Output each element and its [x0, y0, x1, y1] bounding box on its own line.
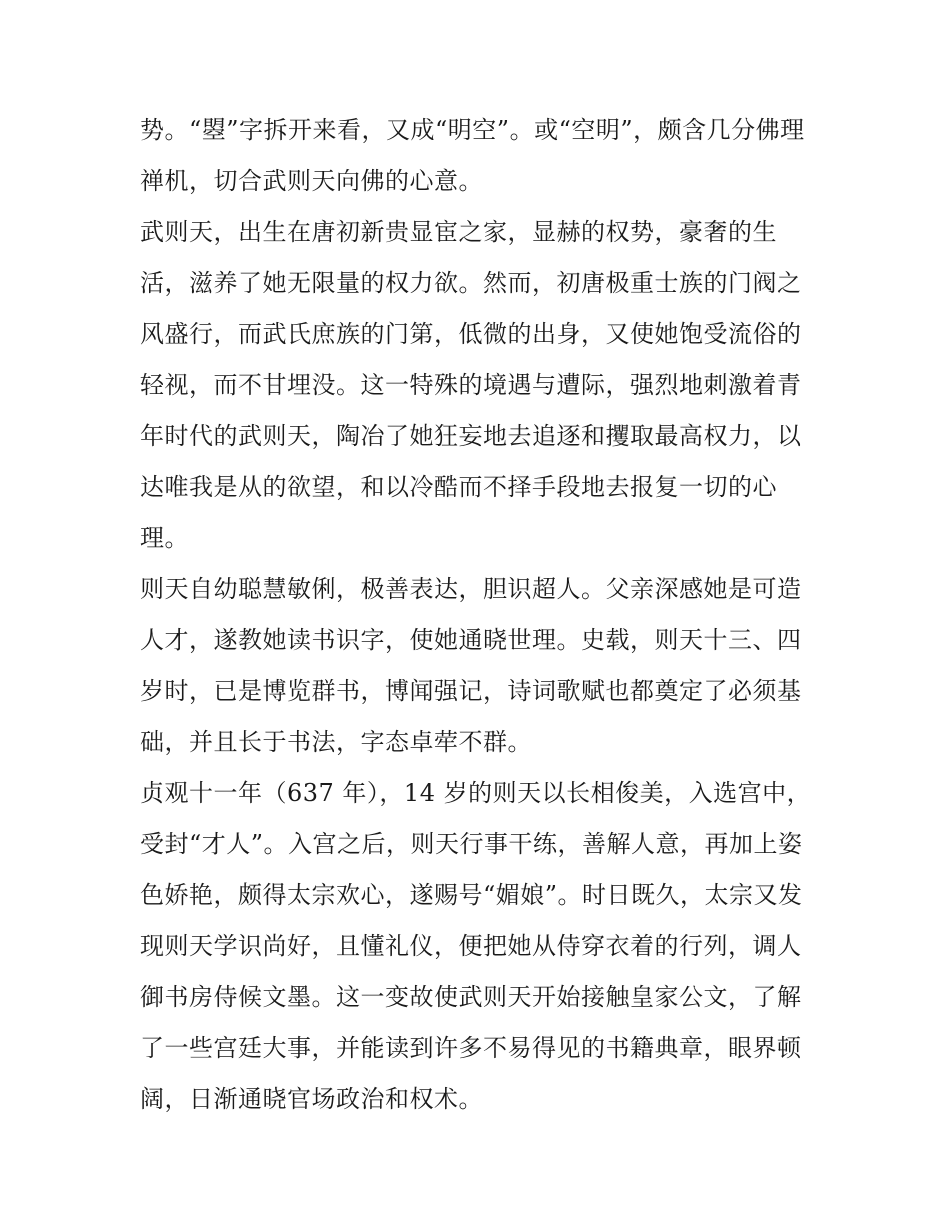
text-line: 御书房侍候文墨。这一变故使武则天开始接触皇家公文，了解: [140, 983, 802, 1011]
text-line: 活，滋养了她无限量的权力欲。然而，初唐极重士族的门阀之: [140, 269, 802, 297]
text-line: 了一些宫廷大事，并能读到许多不易得见的书籍典章，眼界顿: [140, 1034, 802, 1062]
text-line: 阔，日渐通晓官场政治和权术。: [140, 1085, 483, 1113]
text-line: 轻视，而不甘埋没。这一特殊的境遇与遭际，强烈地刺激着青: [140, 371, 802, 399]
text-line: 风盛行，而武氏庶族的门第，低微的出身，又使她饱受流俗的: [140, 320, 802, 348]
text-line: 武则天，出生在唐初新贵显宦之家，显赫的权势，豪奢的生: [140, 218, 777, 246]
paragraph-4: [140, 768, 820, 1125]
text-line: 理。: [140, 524, 189, 552]
text-line: 势。“曌”字拆开来看，又成“明空”。或“空明”，颇含几分佛理: [140, 116, 805, 144]
text-line: 禅机，切合武则天向佛的心意。: [140, 167, 483, 195]
text-line: 贞观十一年（637 年），14 岁的则天以长相俊美，入选宫中，: [140, 779, 812, 807]
text-line: 色娇艳，颇得太宗欢心，遂赐号“媚娘”。时日既久，太宗又发: [140, 881, 803, 909]
text-line: 达唯我是从的欲望，和以冷酷而不择手段地去报复一切的心: [140, 473, 777, 501]
text-line: 础，并且长于书法，字态卓荦不群。: [140, 728, 532, 756]
text-line: 年时代的武则天，陶冶了她狂妄地去追逐和攫取最高权力，以: [140, 422, 802, 450]
document-body: [140, 105, 820, 1125]
text-line: 则天自幼聪慧敏俐，极善表达，胆识超人。父亲深感她是可造: [140, 575, 802, 603]
paragraph-2: [140, 207, 820, 564]
text-line: 受封“才人”。入宫之后，则天行事干练，善解人意，再加上姿: [140, 830, 803, 858]
paragraph-1: [140, 105, 820, 207]
text-line: 人才，遂教她读书识字，使她通晓世理。史载，则天十三、四: [140, 626, 802, 654]
text-line: 岁时，已是博览群书，博闻强记，诗词歌赋也都奠定了必须基: [140, 677, 802, 705]
paragraph-3: [140, 564, 820, 768]
text-line: 现则天学识尚好，且懂礼仪，便把她从侍穿衣着的行列，调人: [140, 932, 802, 960]
